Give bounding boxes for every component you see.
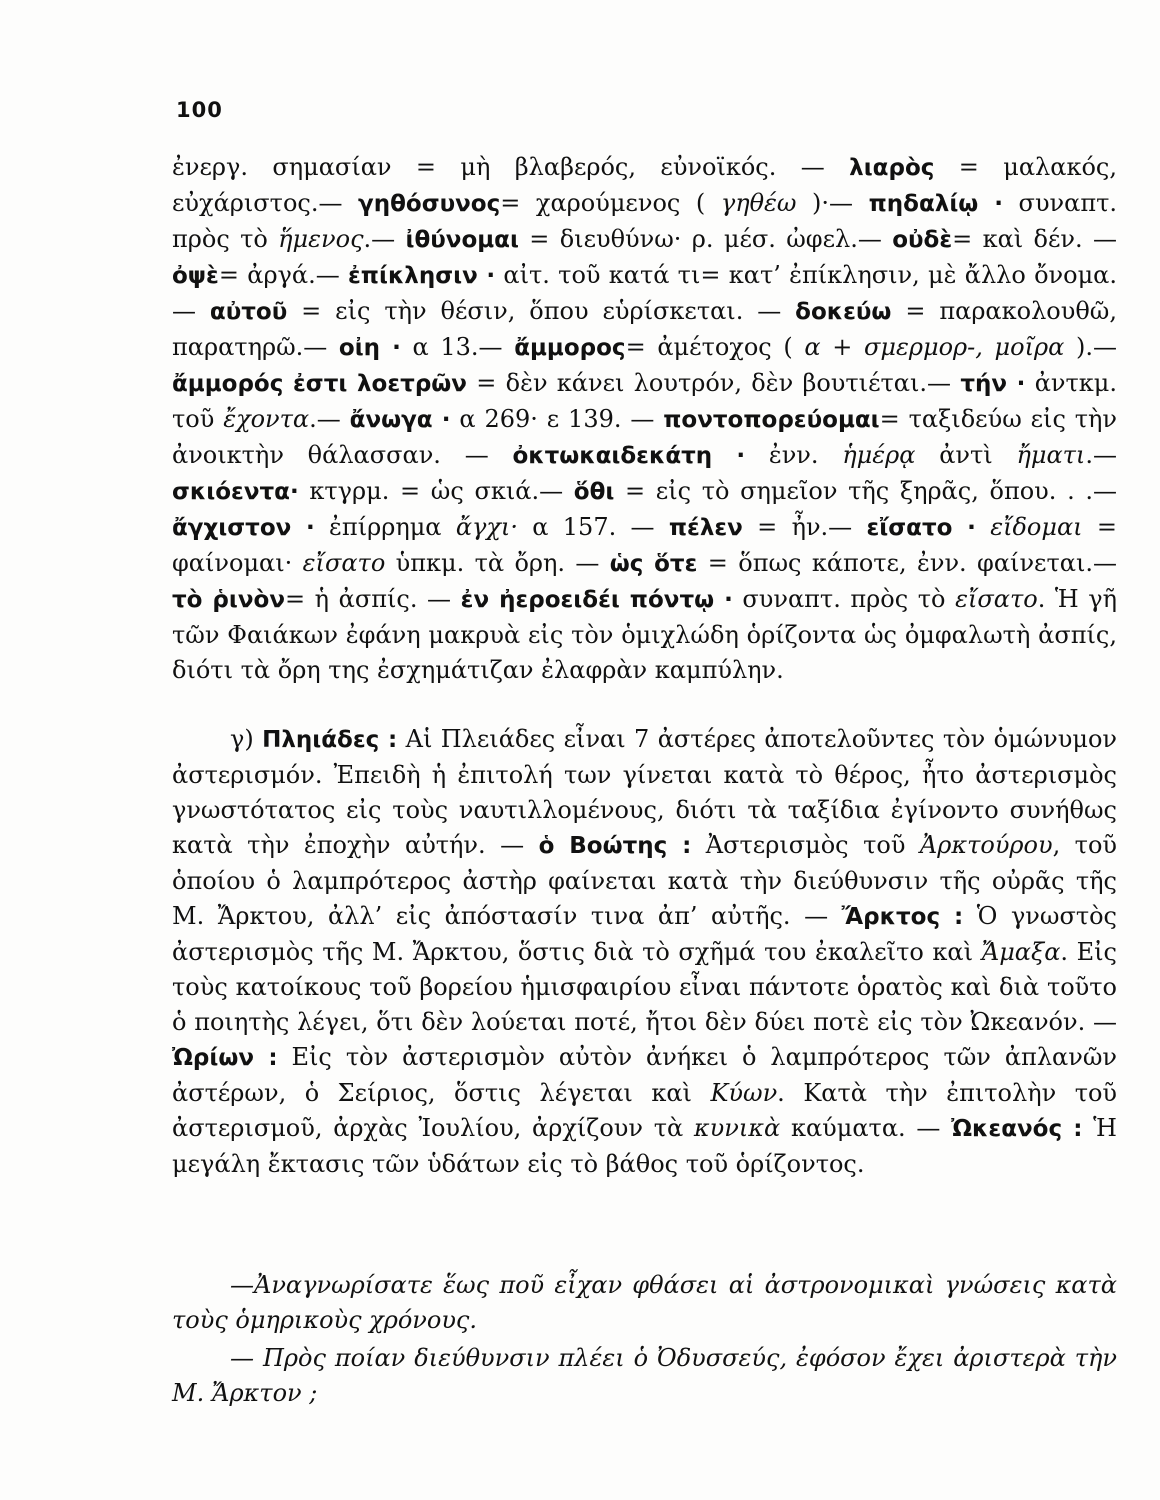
- notes-text: γ) Πληιάδες : Αἱ Πλειάδες εἶναι 7 ἀστέρες ἀποτελοῦντες τὸν ὁμώνυμον ἀστερισμόν. Ἐπειδὴ ἡ ἐπιτολή των γίνεται κατὰ τὸ θέρος, ἦτο ἀστερισμὸς γνωστότατος εἰς τοὺς ναυτιλλομένους, διότι τὰ ταξίδια ἐγίνοντο συνήθως κατὰ τὴν ἐποχὴν αὐτήν. — ὁ Βοώτης : Ἀστερισμὸς τοῦ Ἀρκτούρου, τοῦ ὁποίου ὁ λαμπρότερος ἀστὴρ φαίνεται κατὰ τὴν διεύθυνσιν τῆς οὐρᾶς τῆς Μ. Ἄρκτου, ἀλλ’ εἰς ἀπόστασίν τινα ἀπ’ αὐτῆς. — Ἄρκτος : Ὁ γνωστὸς ἀστερισμὸς τῆς Μ. Ἄρκτου, ὅστις διὰ τὸ σχῆμά του ἐκαλεῖτο καὶ Ἄμαξα. Εἰς τοὺς κατοίκους τοῦ βορείου ἡμισφαιρίου εἶναι πάντοτε ὁρατὸς καὶ διὰ τοῦτο ὁ ποιητὴς λέγει, ὅτι δὲν λούεται ποτέ, ἤτοι δὲν δύει ποτὲ εἰς τὸν Ὠκεανόν. —Ὠρίων : Εἰς τὸν ἀστερισμὸν αὐτὸν ἀνήκει ὁ λαμπρότερος τῶν ἀπλανῶν ἀστέρων, ὁ Σείριος, ὅστις λέγεται καὶ Κύων. Κατὰ τὴν ἐπιτολὴν τοῦ ἀστερισμοῦ, ἀρχὰς Ἰουλίου, ἀρχίζουν τὰ κυνικὰ καύματα. — Ὠκεανός : Ἡ μεγάλη ἔκτασις τῶν ὑδάτων εἰς τὸ βάθος τοῦ ὁρίζοντος.: [172, 725, 1118, 1178]
- page-number: 100: [176, 98, 223, 122]
- glossary-text: ἐνεργ. σημασίαν = μὴ βλαβερός, εὐνοϊκός. — λιαρὸς = μαλακός, εὐχάριστος.— γηθόσυνος= χαρούμενος ( γηθέω )·— πηδαλίῳ · συναπτ. πρὸς τὸ ἥμενος.— ἰθύνομαι = διευθύνω· ρ. μέσ. ὠφελ.— οὐδὲ= καὶ δέν. — ὀψὲ= ἀργά.— ἐπίκλησιν · αἰτ. τοῦ κατά τι= κατ’ ἐπίκλησιν, μὲ ἄλλο ὄνομα. — αὐτοῦ = εἰς τὴν θέσιν, ὅπου εὑρίσκεται. — δοκεύω = παρακολουθῶ, παρατηρῶ.— οἰη · α 13.— ἄμμορος= ἀμέτοχος ( α + σμερμορ-, μοῖρα ).— ἄμμορός ἐστι λοετρῶν = δὲν κάνει λουτρόν, δὲν βουτιέται.— τήν · ἀντκμ. τοῦ ἔχοντα.— ἄνωγα · α 269· ε 139. — ποντοπορεύομαι= ταξιδεύω εἰς τὴν ἀνοικτὴν θάλασσαν. — ὀκτωκαιδεκάτη · ἐνν. ἡμέρᾳ ἀντὶ ἤματι.— σκιόεντα· κτγρμ. = ὡς σκιά.— ὅθι = εἰς τὸ σημεῖον τῆς ξηρᾶς, ὅπου. . .— ἄγχιστον · ἐπίρρημα ἄγχι· α 157. — πέλεν = ἦν.— εἴσατο · εἴδομαι = φαίνομαι· εἴσατο ὑπκμ. τὰ ὄρη. — ὡς ὅτε = ὅπως κάποτε, ἐνν. φαίνεται.— τὸ ῥινὸν= ἡ ἀσπίς. — ἐν ἠεροειδέι πόντῳ · συναπτ. πρὸς τὸ εἴσατο. Ἡ γῆ τῶν Φαιάκων ἐφάνη μακρυὰ εἰς τὸν ὁμιχλώδη ὁρίζοντα ὡς ὀμφαλωτὴ ἀσπίς, διότι τὰ ὄρη της ἐσχημάτιζαν ἐλαφρὰν καμπύλην.: [172, 153, 1118, 684]
- question-1: —Ἀναγνωρίσατε ἕως ποῦ εἶχαν φθάσει αἱ ἀστρονομικαὶ γνώσεις κατὰ τοὺς ὁμηρικοὺς χρόνους.: [172, 1271, 1117, 1334]
- questions-section: [172, 1268, 1117, 1411]
- notes-paragraph: [172, 722, 1117, 1182]
- question-2: — Πρὸς ποίαν διεύθυνσιν πλέει ὁ Ὀδυσσεύς, ἐφόσον ἔχει ἀριστερὰ τὴν Μ. Ἄρκτον ;: [172, 1344, 1117, 1407]
- glossary-paragraph: [172, 150, 1117, 688]
